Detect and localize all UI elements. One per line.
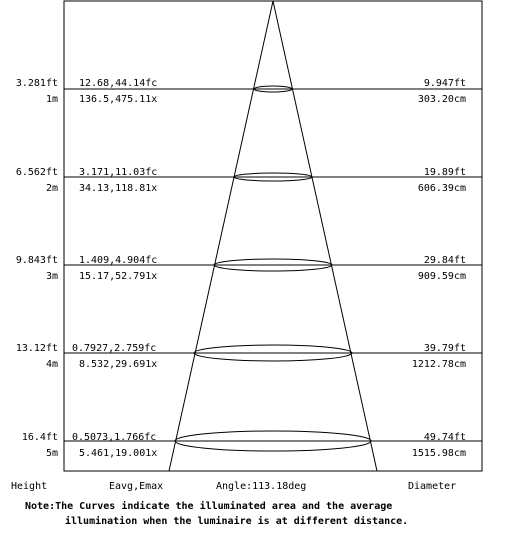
diameter-cm-value: 606.39cm <box>417 183 466 194</box>
height-ft-label: 3.281ft <box>15 78 58 89</box>
height-ft-label: 13.12ft <box>15 343 58 354</box>
height-m-label: 1m <box>45 94 58 105</box>
height-ft-label: 6.562ft <box>15 167 58 178</box>
illuminance-fc-value: 0.5073,1.766fc <box>72 432 157 443</box>
diameter-ft-value: 29.84ft <box>423 255 466 266</box>
diameter-column-label: Diameter <box>408 481 457 492</box>
diameter-ft-value: 9.947ft <box>423 78 466 89</box>
diagram-frame <box>64 1 482 471</box>
note-line-1: Note:The Curves indicate the illuminated area and the average <box>25 501 393 512</box>
cone-right-edge <box>273 1 377 471</box>
illuminance-lx-value: 34.13,118.81x <box>79 183 158 194</box>
height-m-label: 5m <box>45 448 58 459</box>
height-m-label: 4m <box>45 359 58 370</box>
illuminance-fc-value: 12.68,44.14fc <box>79 78 158 89</box>
illuminance-lx-value: 8.532,29.691x <box>79 359 158 370</box>
height-column-label: Height <box>11 481 48 492</box>
height-m-label: 3m <box>45 271 58 282</box>
note-line-2: illumination when the luminaire is at different distance. <box>65 516 409 527</box>
diameter-cm-value: 909.59cm <box>417 271 466 282</box>
illuminance-fc-value: 1.409,4.904fc <box>79 255 158 266</box>
illuminance-lx-value: 5.461,19.001x <box>79 448 158 459</box>
diameter-ft-value: 49.74ft <box>423 432 466 443</box>
height-ft-label: 9.843ft <box>15 255 58 266</box>
diameter-ft-value: 39.79ft <box>423 343 466 354</box>
illuminance-lx-value: 136.5,475.11x <box>79 94 158 105</box>
diameter-cm-value: 303.20cm <box>417 94 466 105</box>
illuminance-lx-value: 15.17,52.791x <box>79 271 158 282</box>
illuminance-fc-value: 3.171,11.03fc <box>79 167 158 178</box>
illuminance-column-label: Eavg,Emax <box>109 481 164 492</box>
diameter-cm-value: 1212.78cm <box>411 359 466 370</box>
height-ft-label: 16.4ft <box>21 432 58 443</box>
diameter-cm-value: 1515.98cm <box>411 448 466 459</box>
height-m-label: 2m <box>45 183 58 194</box>
cone-left-edge <box>169 1 273 471</box>
illuminance-fc-value: 0.7927,2.759fc <box>72 343 157 354</box>
diameter-ft-value: 19.89ft <box>423 167 466 178</box>
beam-angle-label: Angle:113.18deg <box>216 481 307 492</box>
